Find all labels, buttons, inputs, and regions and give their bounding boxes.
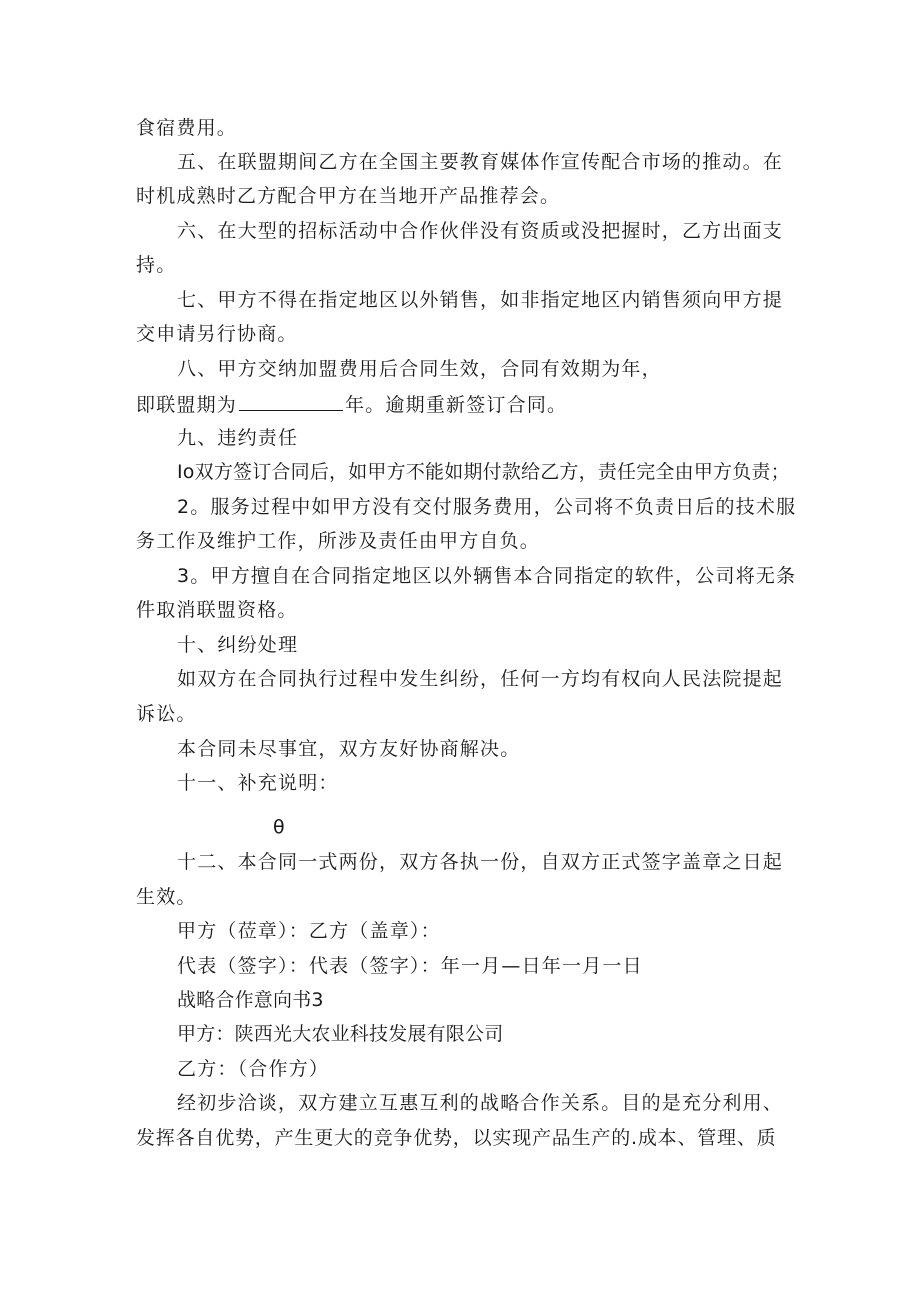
document-title: 战略合作意向书3: [177, 989, 324, 1011]
text-line: 诉讼。: [136, 703, 197, 725]
theta-symbol: θ: [273, 816, 285, 838]
text-fragment: 年。逾期重新签订合同。: [345, 394, 568, 416]
signature-line: 甲方（莅章）：乙方（盖章）：: [177, 920, 441, 942]
text-line: 五、在联盟期间乙方在全国主要教育媒体作宣传配合市场的推动。在: [177, 151, 784, 173]
text-line: 3。甲方擅自在合同指定地区以外辆售本合同指定的软件，公司将无条: [177, 565, 797, 587]
text-line: 务工作及维护工作，所涉及责任由甲方自负。: [136, 530, 541, 552]
text-line: 十二、本合同一式两份，双方各执一份，自双方正式签字盖章之日起: [177, 851, 784, 873]
text-line: 件取消联盟资格。: [136, 599, 298, 621]
section-heading: 十、纠纷处理: [177, 634, 299, 656]
text-line: 发挥各自优势，产生更大的竞争优势，以实现产品生产的.成本、管理、质: [136, 1127, 777, 1149]
party-a-line: 甲方：陕西光大农业科技发展有限公司: [177, 1023, 504, 1045]
section-heading: 十一、补充说明：: [177, 772, 339, 794]
text-line: 2。服务过程中如甲方没有交付服务费用，公司将不负责日后的技术服: [177, 496, 797, 518]
text-line-with-blank: [136, 392, 567, 417]
text-line: 七、甲方不得在指定地区以外销售，如非指定地区内销售须向甲方提: [177, 289, 784, 311]
signature-line: 代表（签字）：代表（签字）：年一月—日年一月一日: [177, 955, 643, 977]
text-line: 经初步洽谈，双方建立互惠互利的战略合作关系。目的是充分利用、: [177, 1092, 784, 1114]
party-b-line: 乙方：（合作方）: [177, 1058, 330, 1080]
text-line: 持。: [136, 254, 177, 276]
text-line: 时机成熟时乙方配合甲方在当地开产品推荐会。: [136, 185, 561, 207]
fill-in-blank: [239, 392, 343, 411]
text-line: 如双方在合同执行过程中发生纠纷，任何一方均有权向人民法院提起: [177, 668, 784, 690]
text-fragment: 即联盟期为: [136, 394, 238, 416]
text-line: 生效。: [136, 886, 197, 908]
text-line: Io双方签订合同后，如甲方不能如期付款给乙方，责任完全由甲方负责；: [177, 461, 790, 483]
text-line: 食宿费用。: [136, 117, 238, 139]
text-line: 本合同未尽事宜，双方友好协商解决。: [177, 738, 521, 760]
text-line: 交申请另行协商。: [136, 323, 298, 345]
text-line: 八、甲方交纳加盟费用后合同生效，合同有效期为年，: [177, 358, 662, 380]
text-line: 六、在大型的招标活动中合作伙伴没有资质或没把握时，乙方出面支: [177, 220, 784, 242]
section-heading: 九、违约责任: [177, 427, 299, 449]
